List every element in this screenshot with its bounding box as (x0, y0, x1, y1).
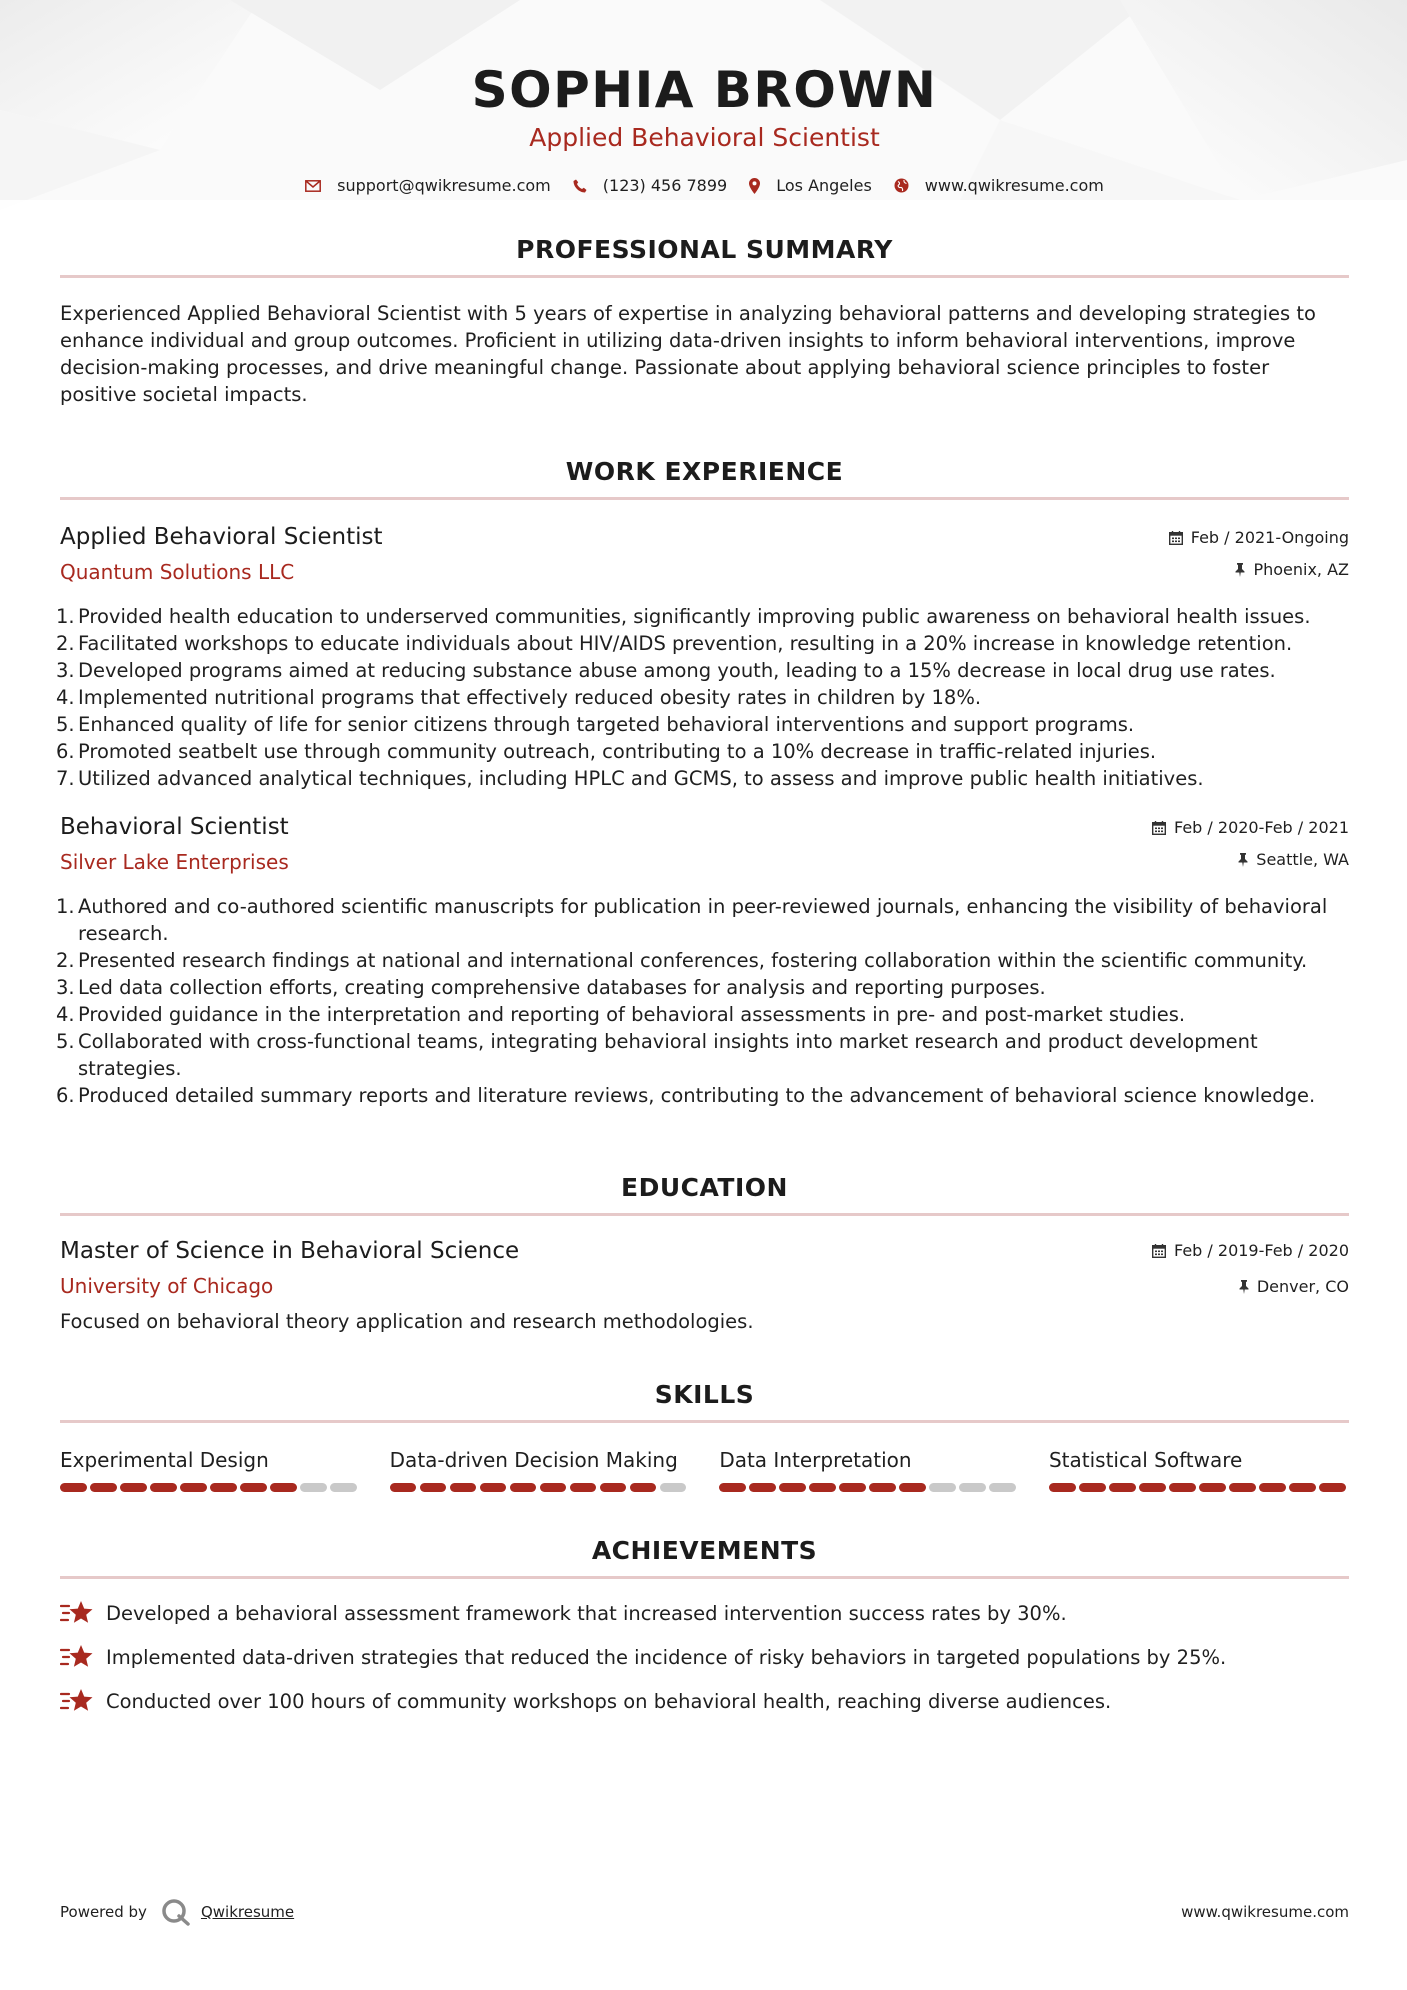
skill-segment-filled (420, 1483, 447, 1492)
skill-segment-filled (1289, 1483, 1316, 1492)
qwikresume-link[interactable]: Qwikresume (200, 1903, 295, 1921)
skill-segment-filled (1199, 1483, 1226, 1492)
star-icon (60, 1644, 94, 1670)
resume-header (60, 0, 1349, 195)
skill-item (1049, 1447, 1349, 1492)
website-text: www.qwikresume.com (924, 176, 1104, 195)
bullet-text: Implemented nutritional programs that effectively reduced obesity rates in children by 18%. (78, 686, 982, 709)
email-text: support@qwikresume.com (337, 176, 551, 195)
skill-level-bar (719, 1483, 1019, 1492)
job-entry (56, 522, 1349, 792)
candidate-role: Applied Behavioral Scientist (529, 123, 880, 152)
education-dates-text: Feb / 2019-Feb / 2020 (1174, 1241, 1349, 1260)
list-item: 7. Utilized advanced analytical techniques, including HPLC and GCMS, to assess and improve public health initiatives. (56, 767, 1204, 790)
skills-title: SKILLS (654, 1380, 755, 1409)
skill-segment-filled (210, 1483, 237, 1492)
skill-segment-filled (390, 1483, 417, 1492)
job-company: Silver Lake Enterprises (60, 850, 289, 874)
experience-section (56, 457, 1349, 1109)
skill-segment-filled (809, 1483, 836, 1492)
skill-segment-empty (989, 1483, 1016, 1492)
contact-location (749, 176, 872, 195)
list-item: 2. Presented research findings at national and international conferences, fostering collaboration within the scientific community. (56, 949, 1308, 972)
skill-segment-empty (330, 1483, 357, 1492)
education-description: Focused on behavioral theory application and research methodologies. (60, 1310, 754, 1333)
education-title: EDUCATION (621, 1173, 788, 1202)
calendar-icon (1152, 821, 1166, 835)
skill-segment-filled (839, 1483, 866, 1492)
skill-segment-filled (1319, 1483, 1346, 1492)
section-divider (60, 1420, 1349, 1423)
achievements-title: ACHIEVEMENTS (591, 1536, 818, 1565)
skill-segment-filled (450, 1483, 477, 1492)
skills-section (60, 1380, 1349, 1492)
education-location (1152, 1276, 1349, 1298)
job-location (1169, 559, 1349, 581)
section-divider (60, 275, 1349, 278)
list-item: 5. Collaborated with cross-functional teams, integrating behavioral insights into market research and product development strategies. (56, 1030, 1258, 1080)
section-divider (60, 1213, 1349, 1216)
skill-segment-filled (1079, 1483, 1106, 1492)
job-location-text: Phoenix, AZ (1253, 560, 1349, 579)
skill-segment-filled (600, 1483, 627, 1492)
school-name: University of Chicago (60, 1274, 274, 1298)
job-entry (56, 812, 1349, 1109)
skill-segment-empty (929, 1483, 956, 1492)
section-divider (60, 1576, 1349, 1579)
bullet-text: Facilitated workshops to educate individuals about HIV/AIDS prevention, resulting in a 20% increase in knowledge retention. (78, 632, 1293, 655)
powered-by (60, 1898, 294, 1926)
star-icon (60, 1688, 94, 1714)
education-header (60, 1236, 1349, 1300)
job-dates-text: Feb / 2020-Feb / 2021 (1174, 818, 1349, 837)
skill-segment-filled (480, 1483, 507, 1492)
skill-segment-filled (1259, 1483, 1286, 1492)
achievement-text: Developed a behavioral assessment framework that increased intervention success rates by 30%. (106, 1601, 1067, 1625)
list-item: 4. Provided guidance in the interpretation and reporting of behavioral assessments in pre- and post-market studies. (56, 1003, 1186, 1026)
resume-page (56, 0, 1349, 1723)
list-item: 6. Promoted seatbelt use through community outreach, contributing to a 10% decrease in traffic-related injuries. (56, 740, 1157, 763)
bullet-text: Developed programs aimed at reducing substance abuse among youth, leading to a 15% decrease in local drug use rates. (78, 659, 1276, 682)
job-location (1152, 849, 1349, 871)
skill-segment-filled (510, 1483, 537, 1492)
summary-section (60, 235, 1349, 408)
contact-row (60, 176, 1349, 195)
bullet-text: Collaborated with cross-functional teams, integrating behavioral insights into market research and product development strategies. (78, 1030, 1258, 1080)
page-footer (60, 1898, 1349, 1926)
skills-grid (60, 1447, 1349, 1492)
contact-email[interactable] (305, 176, 551, 195)
phone-text: (123) 456 7899 (602, 176, 728, 195)
skill-level-bar (1049, 1483, 1349, 1492)
summary-title: PROFESSIONAL SUMMARY (516, 235, 893, 264)
skill-segment-filled (90, 1483, 117, 1492)
achievement-text: Implemented data-driven strategies that reduced the incidence of risky behaviors in targeted populations by 25%. (106, 1645, 1227, 1669)
job-header (60, 812, 1349, 876)
skill-segment-empty (300, 1483, 327, 1492)
list-item: 3. Led data collection efforts, creating comprehensive databases for analysis and reporting purposes. (56, 976, 1046, 999)
bullet-text: Promoted seatbelt use through community outreach, contributing to a 10% decrease in traffic-related injuries. (78, 740, 1157, 763)
contact-phone[interactable] (573, 176, 727, 195)
job-dates (1169, 527, 1349, 549)
section-divider (60, 497, 1349, 500)
skill-segment-filled (749, 1483, 776, 1492)
skill-item (60, 1447, 360, 1492)
skill-segment-filled (570, 1483, 597, 1492)
footer-website-link[interactable]: www.qwikresume.com (1181, 1903, 1349, 1921)
skill-segment-filled (779, 1483, 806, 1492)
skill-segment-filled (630, 1483, 657, 1492)
envelope-icon (305, 180, 321, 192)
globe-icon (894, 178, 909, 193)
bullet-text: Provided guidance in the interpretation and reporting of behavioral assessments in pre- and post-market studies. (78, 1003, 1186, 1026)
skill-segment-filled (1169, 1483, 1196, 1492)
bullet-text: Presented research findings at national and international conferences, fostering collaboration within the scientific community. (78, 949, 1308, 972)
map-pin-icon (749, 178, 760, 194)
qwikresume-logo-icon (161, 1898, 191, 1926)
list-item: 3. Developed programs aimed at reducing substance abuse among youth, leading to a 15% decrease in local drug use rates. (56, 659, 1276, 682)
bullet-text: Led data collection efforts, creating comprehensive databases for analysis and reporting purposes. (78, 976, 1046, 999)
achievements-list (60, 1591, 1349, 1723)
location-text: Los Angeles (776, 176, 872, 195)
education-dates (1152, 1240, 1349, 1262)
calendar-icon (1152, 1244, 1166, 1258)
achievement-item (60, 1679, 1349, 1723)
list-item: 2. Facilitated workshops to educate individuals about HIV/AIDS prevention, resulting in a 20% increase in knowledge retention. (56, 632, 1293, 655)
job-dates (1152, 817, 1349, 839)
pushpin-icon (1239, 1280, 1249, 1294)
skill-item (719, 1447, 1019, 1492)
skill-name: Data Interpretation (719, 1448, 912, 1472)
skill-segment-filled (120, 1483, 147, 1492)
list-item: 4. Implemented nutritional programs that effectively reduced obesity rates in children by 18%. (56, 686, 982, 709)
achievement-item (60, 1591, 1349, 1635)
skill-segment-filled (270, 1483, 297, 1492)
education-section (60, 1173, 1349, 1335)
job-bullets (56, 603, 1349, 792)
skill-item (390, 1447, 690, 1492)
list-item: 5. Enhanced quality of life for senior citizens through targeted behavioral interventions and support programs. (56, 713, 1135, 736)
experience-title: WORK EXPERIENCE (565, 457, 844, 486)
degree-title: Master of Science in Behavioral Science (60, 1238, 520, 1264)
bullet-text: Produced detailed summary reports and literature reviews, contributing to the advancement of behavioral science knowledge. (78, 1084, 1316, 1107)
skill-segment-filled (150, 1483, 177, 1492)
skill-level-bar (390, 1483, 690, 1492)
skill-level-bar (60, 1483, 360, 1492)
phone-icon (573, 179, 587, 193)
skill-segment-filled (1109, 1483, 1136, 1492)
pushpin-icon (1238, 853, 1248, 867)
achievement-item (60, 1635, 1349, 1679)
candidate-name: SOPHIA BROWN (471, 61, 938, 119)
job-title: Applied Behavioral Scientist (60, 524, 383, 550)
job-bullets (56, 893, 1349, 1109)
bullet-text: Enhanced quality of life for senior citizens through targeted behavioral interventions and support programs. (78, 713, 1135, 736)
list-item: 1. Authored and co-authored scientific manuscripts for publication in peer-reviewed journals, enhancing the visibility of behavioral research. (56, 895, 1328, 945)
skill-segment-filled (540, 1483, 567, 1492)
job-header (60, 522, 1349, 586)
skill-name: Data-driven Decision Making (389, 1448, 678, 1472)
bullet-text: Provided health education to underserved communities, significantly improving public awareness on behavioral health issues. (78, 605, 1311, 628)
skill-segment-filled (899, 1483, 926, 1492)
pushpin-icon (1235, 563, 1245, 577)
bullet-text: Utilized advanced analytical techniques, including HPLC and GCMS, to assess and improve public health initiatives. (78, 767, 1204, 790)
skill-segment-filled (869, 1483, 896, 1492)
skill-segment-filled (719, 1483, 746, 1492)
skill-segment-filled (1139, 1483, 1166, 1492)
achievements-section (60, 1536, 1349, 1723)
skill-segment-filled (240, 1483, 267, 1492)
job-location-text: Seattle, WA (1256, 850, 1349, 869)
calendar-icon (1169, 531, 1183, 545)
list-item: 6. Produced detailed summary reports and literature reviews, contributing to the advancement of behavioral science knowledge. (56, 1084, 1316, 1107)
job-title: Behavioral Scientist (60, 814, 289, 840)
job-dates-text: Feb / 2021-Ongoing (1190, 528, 1349, 547)
summary-text: Experienced Applied Behavioral Scientist with 5 years of expertise in analyzing behavioral patterns and developing strategies to enhance individual and group outcomes. Proficient in utilizing data-driven insights to inform behavioral interventions, improve decision-making processes, and drive meaningful change. Passionate about applying behavioral science principles to foster positive societal impacts. (60, 302, 1316, 406)
achievement-text: Conducted over 100 hours of community workshops on behavioral health, reaching diverse audiences. (106, 1689, 1112, 1713)
contact-website[interactable] (894, 176, 1104, 195)
skill-segment-filled (60, 1483, 87, 1492)
skill-segment-empty (660, 1483, 687, 1492)
skill-name: Statistical Software (1048, 1448, 1243, 1472)
skill-segment-filled (180, 1483, 207, 1492)
powered-by-label: Powered by (60, 1903, 147, 1921)
skill-segment-filled (1049, 1483, 1076, 1492)
skill-segment-filled (1229, 1483, 1256, 1492)
list-item: 1. Provided health education to underserved communities, significantly improving public awareness on behavioral health issues. (56, 605, 1311, 628)
star-icon (60, 1600, 94, 1626)
skill-name: Experimental Design (60, 1448, 269, 1472)
skill-segment-empty (959, 1483, 986, 1492)
bullet-text: Authored and co-authored scientific manuscripts for publication in peer-reviewed journals, enhancing the visibility of behavioral research. (78, 895, 1328, 945)
education-location-text: Denver, CO (1256, 1277, 1349, 1296)
job-company: Quantum Solutions LLC (60, 560, 295, 584)
